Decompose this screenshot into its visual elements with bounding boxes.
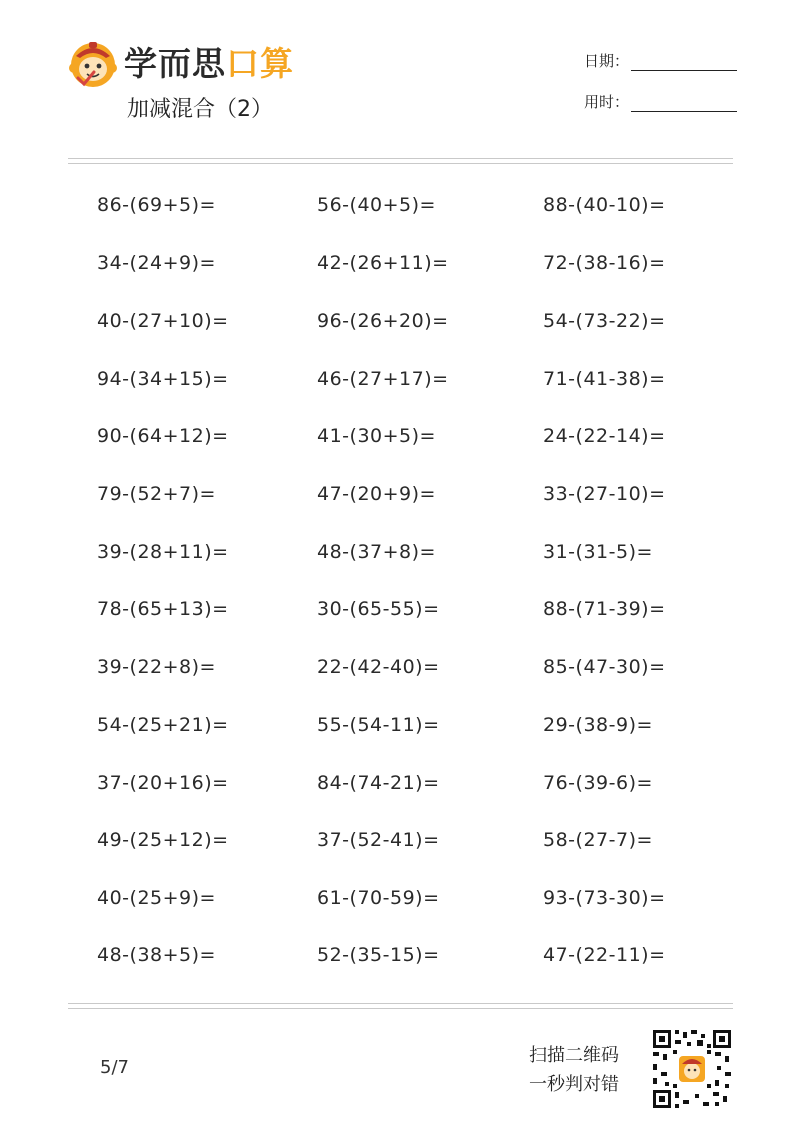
problem-row <box>0 944 800 974</box>
problem-row <box>0 483 800 513</box>
problem-item: 96-(26+20)= <box>317 310 449 332</box>
problem-item: 55-(54-11)= <box>317 714 440 736</box>
problem-row <box>0 714 800 744</box>
problem-item: 88-(40-10)= <box>543 194 666 216</box>
problem-item: 31-(31-5)= <box>543 541 653 563</box>
worksheet-header <box>0 0 800 160</box>
problem-item: 33-(27-10)= <box>543 483 666 505</box>
qr-code-icon[interactable] <box>651 1028 733 1110</box>
problem-item: 30-(65-55)= <box>317 598 440 620</box>
problem-item: 37-(52-41)= <box>317 829 440 851</box>
problem-item: 40-(25+9)= <box>97 887 216 909</box>
time-blank-line[interactable] <box>631 95 737 112</box>
monkey-mascot-icon <box>66 38 120 88</box>
brand-accent: 口算 <box>226 44 294 83</box>
bottom-divider-inner <box>68 1008 733 1009</box>
problem-item: 48-(37+8)= <box>317 541 436 563</box>
page-number: 5/7 <box>100 1057 129 1078</box>
bottom-divider <box>68 1003 733 1004</box>
problem-row <box>0 541 800 571</box>
problem-row <box>0 368 800 398</box>
problem-item: 34-(24+9)= <box>97 252 216 274</box>
problem-item: 84-(74-21)= <box>317 772 440 794</box>
problem-row <box>0 425 800 455</box>
problem-item: 54-(25+21)= <box>97 714 229 736</box>
problem-item: 47-(22-11)= <box>543 944 666 966</box>
problem-item: 78-(65+13)= <box>97 598 229 620</box>
problem-row <box>0 887 800 917</box>
problem-item: 93-(73-30)= <box>543 887 666 909</box>
problem-item: 56-(40+5)= <box>317 194 436 216</box>
problem-item: 52-(35-15)= <box>317 944 440 966</box>
problem-item: 48-(38+5)= <box>97 944 216 966</box>
problem-row <box>0 252 800 282</box>
problem-item: 88-(71-39)= <box>543 598 666 620</box>
problem-item: 39-(22+8)= <box>97 656 216 678</box>
scan-prompt-line2: 一秒判对错 <box>529 1074 619 1095</box>
problem-row <box>0 656 800 686</box>
problem-item: 72-(38-16)= <box>543 252 666 274</box>
problem-item: 46-(27+17)= <box>317 368 449 390</box>
time-field[interactable] <box>584 91 737 112</box>
problem-item: 76-(39-6)= <box>543 772 653 794</box>
date-field[interactable] <box>584 50 737 71</box>
problem-item: 29-(38-9)= <box>543 714 653 736</box>
problem-item: 86-(69+5)= <box>97 194 216 216</box>
problem-item: 54-(73-22)= <box>543 310 666 332</box>
problem-item: 41-(30+5)= <box>317 425 436 447</box>
problem-row <box>0 194 800 224</box>
time-label: 用时： <box>584 93 630 111</box>
scan-prompt <box>529 1041 619 1099</box>
date-label: 日期： <box>584 52 630 70</box>
problem-item: 47-(20+9)= <box>317 483 436 505</box>
problem-row <box>0 829 800 859</box>
top-divider-inner <box>68 163 733 164</box>
problem-item: 22-(42-40)= <box>317 656 440 678</box>
problem-item: 49-(25+12)= <box>97 829 229 851</box>
problem-item: 79-(52+7)= <box>97 483 216 505</box>
brand-main: 学而思 <box>124 44 226 83</box>
problem-item: 90-(64+12)= <box>97 425 229 447</box>
scan-prompt-line1: 扫描二维码 <box>529 1045 619 1066</box>
problem-item: 58-(27-7)= <box>543 829 653 851</box>
problem-item: 42-(26+11)= <box>317 252 449 274</box>
problem-item: 61-(70-59)= <box>317 887 440 909</box>
problem-item: 24-(22-14)= <box>543 425 666 447</box>
problem-row <box>0 310 800 340</box>
worksheet-title: 加减混合（2） <box>127 97 273 122</box>
brand-logo-text <box>124 38 294 85</box>
problem-item: 71-(41-38)= <box>543 368 666 390</box>
problem-item: 85-(47-30)= <box>543 656 666 678</box>
problem-item: 37-(20+16)= <box>97 772 229 794</box>
problem-item: 94-(34+15)= <box>97 368 229 390</box>
problem-item: 40-(27+10)= <box>97 310 229 332</box>
top-divider <box>68 158 733 159</box>
problem-row <box>0 598 800 628</box>
problem-item: 39-(28+11)= <box>97 541 229 563</box>
problem-row <box>0 772 800 802</box>
date-blank-line[interactable] <box>631 54 737 71</box>
